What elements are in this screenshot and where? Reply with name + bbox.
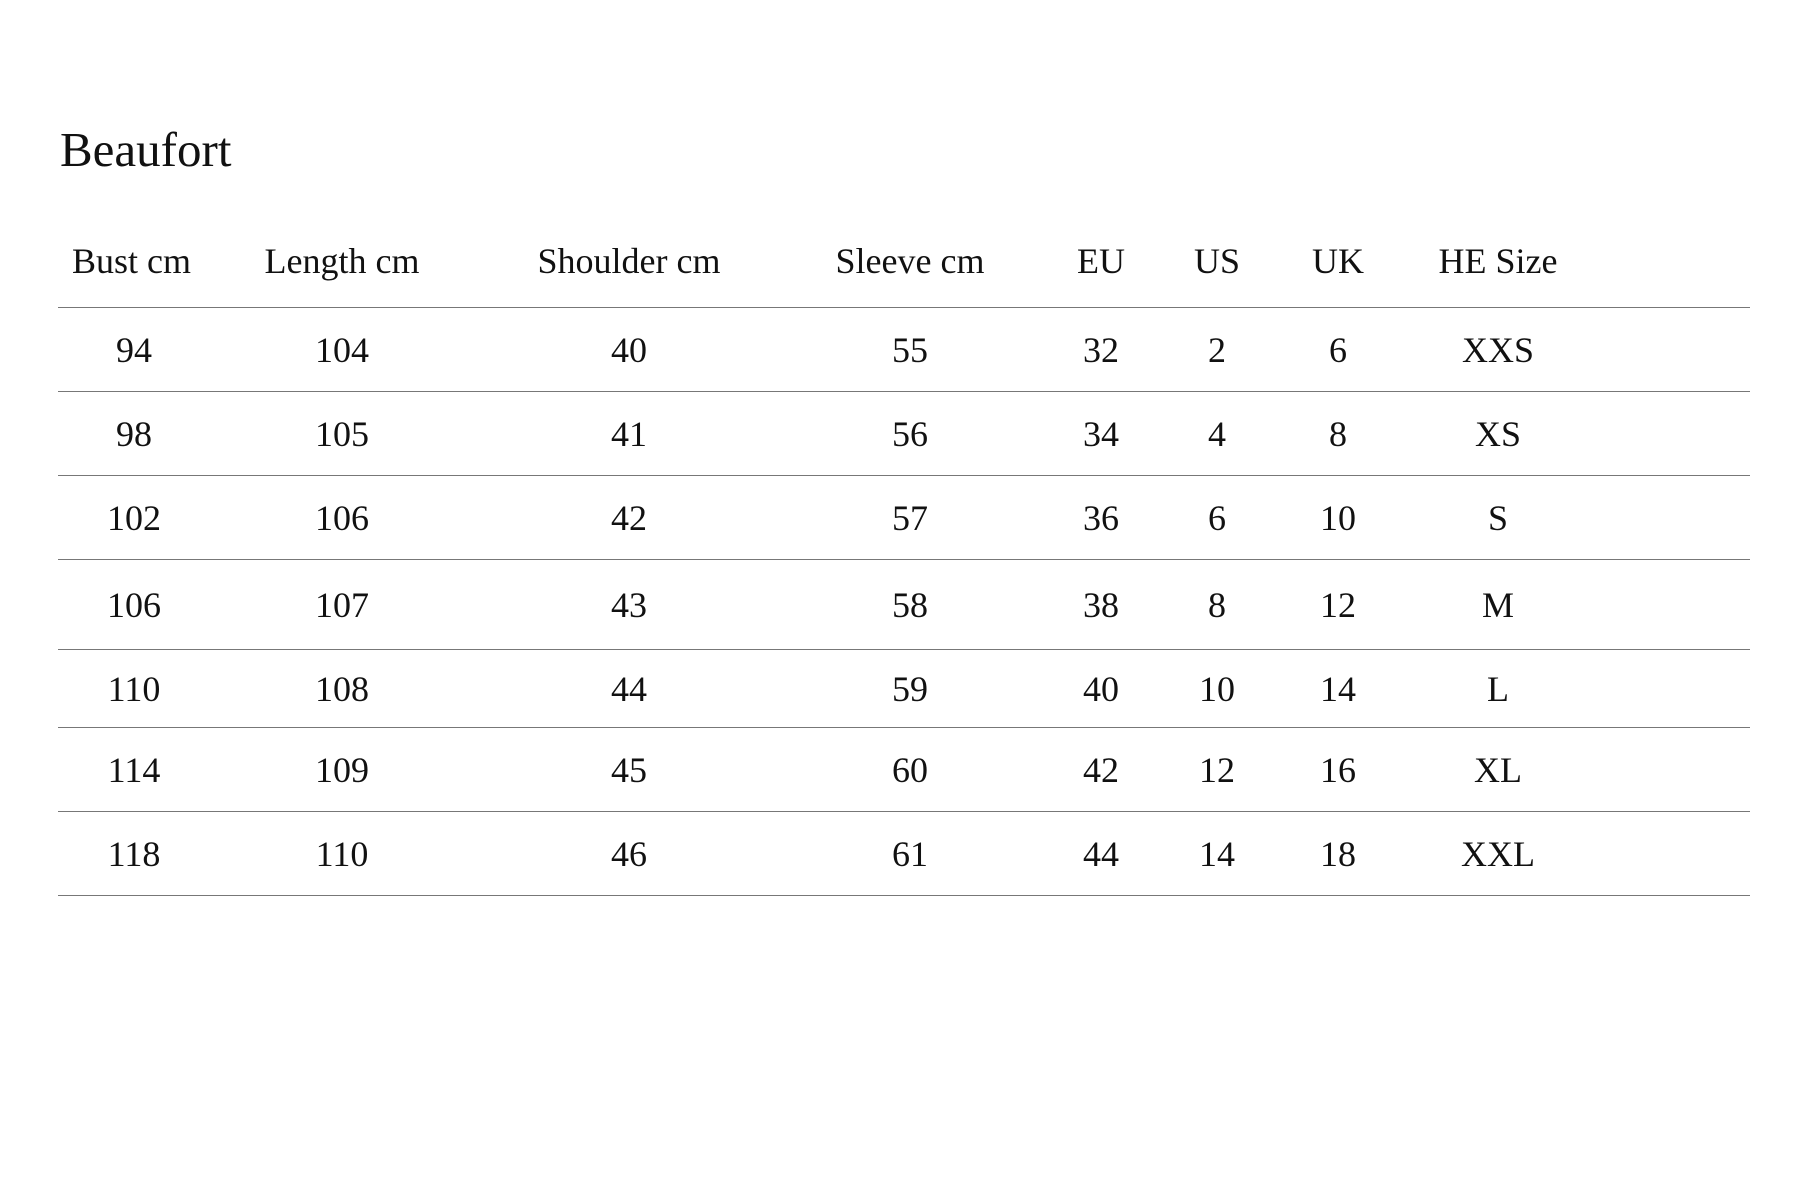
cell-shoulder: 40 (611, 329, 647, 370)
header-uk: UK (1312, 241, 1364, 281)
cell-shoulder: 45 (611, 749, 647, 790)
cell-eu: 42 (1083, 749, 1119, 790)
cell-uk: 10 (1320, 497, 1356, 538)
cell-eu: 40 (1083, 668, 1119, 709)
cell-length: 105 (315, 413, 369, 454)
cell-shoulder: 42 (611, 497, 647, 538)
cell-bust: 106 (107, 584, 161, 625)
cell-he-size: M (1481, 584, 1514, 625)
cell-length: 110 (315, 833, 369, 874)
cell-eu: 44 (1083, 833, 1119, 874)
cell-uk: 18 (1320, 833, 1356, 874)
cell-us: 6 (1208, 497, 1226, 538)
cell-eu: 32 (1083, 329, 1119, 370)
cell-he-size: S (1487, 497, 1509, 538)
size-chart-table (58, 222, 1750, 896)
cell-uk: 6 (1329, 329, 1347, 370)
cell-bust: 114 (107, 749, 161, 790)
cell-shoulder: 44 (611, 668, 647, 709)
cell-sleeve: 60 (892, 749, 928, 790)
cell-length: 104 (315, 329, 369, 370)
table-row (58, 560, 1750, 650)
cell-us: 2 (1208, 329, 1226, 370)
cell-uk: 14 (1320, 668, 1356, 709)
cell-sleeve: 58 (892, 584, 928, 625)
header-length: Length cm (264, 241, 420, 281)
cell-us: 8 (1208, 584, 1226, 625)
cell-sleeve: 56 (892, 413, 928, 454)
cell-us: 10 (1199, 668, 1235, 709)
cell-sleeve: 57 (892, 497, 928, 538)
cell-he-size: L (1487, 668, 1509, 709)
cell-bust: 94 (116, 329, 152, 370)
table-row (58, 650, 1750, 728)
cell-sleeve: 59 (892, 668, 928, 709)
cell-length: 107 (315, 584, 369, 625)
cell-sleeve: 55 (892, 329, 928, 370)
cell-he-size: XS (1474, 413, 1522, 454)
table-row (58, 476, 1750, 560)
cell-eu: 34 (1083, 413, 1119, 454)
table-header-row (58, 222, 1750, 308)
page-title: Beaufort (60, 122, 232, 177)
header-shoulder: Shoulder cm (537, 241, 721, 281)
cell-length: 106 (315, 497, 369, 538)
table-row (58, 308, 1750, 392)
cell-bust: 102 (107, 497, 161, 538)
cell-us: 12 (1199, 749, 1235, 790)
table-row (58, 392, 1750, 476)
cell-uk: 16 (1320, 749, 1356, 790)
cell-us: 4 (1208, 413, 1226, 454)
cell-shoulder: 41 (611, 413, 647, 454)
cell-eu: 38 (1083, 584, 1119, 625)
cell-uk: 12 (1320, 584, 1356, 625)
cell-sleeve: 61 (892, 833, 928, 874)
cell-bust: 118 (107, 833, 161, 874)
cell-us: 14 (1199, 833, 1235, 874)
cell-shoulder: 43 (611, 584, 647, 625)
header-bust: Bust cm (72, 241, 192, 281)
header-he-size: HE Size (1438, 241, 1558, 281)
table-row (58, 812, 1750, 896)
header-us: US (1193, 241, 1241, 281)
header-sleeve: Sleeve cm (835, 241, 985, 281)
table-row (58, 728, 1750, 812)
cell-uk: 8 (1329, 413, 1347, 454)
cell-shoulder: 46 (611, 833, 647, 874)
cell-length: 108 (315, 668, 369, 709)
cell-he-size: XL (1474, 749, 1522, 790)
cell-bust: 110 (107, 668, 161, 709)
cell-he-size: XXL (1461, 833, 1535, 874)
cell-eu: 36 (1083, 497, 1119, 538)
cell-he-size: XXS (1461, 329, 1535, 370)
header-eu: EU (1077, 241, 1125, 281)
cell-bust: 98 (116, 413, 152, 454)
cell-length: 109 (315, 749, 369, 790)
